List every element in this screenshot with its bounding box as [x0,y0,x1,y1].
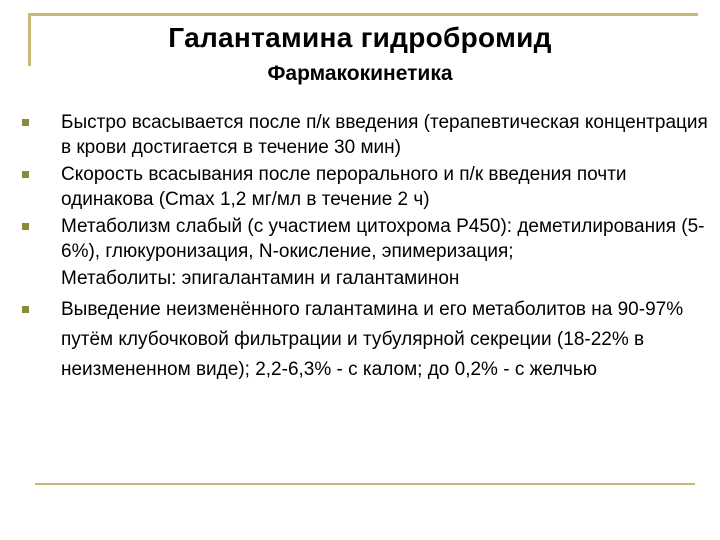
bottom-decorative-rule [35,483,695,485]
square-bullet-icon [22,223,29,230]
bullet-continuation: Метаболиты: эпигалантамин и галантаминон [61,268,460,289]
bullet-item-metabolism [20,214,715,291]
square-bullet-icon [22,119,29,126]
bullet-text: Выведение неизменённого галантамина и его метаболитов на 90-97% путём клубочковой фильтрации и тубулярной секреции (18-22% в неизмененном виде); 2,2-6,3% - с калом; до 0,2% - с желчью [61,299,684,380]
bullet-list [20,110,715,385]
bullet-item-absorption [20,110,715,160]
bullet-text: Быстро всасывается после п/к введения (терапевтическая концентрация в крови достигается в течение 30 мин) [61,112,708,158]
slide-title: Галантамина гидробромид [168,22,552,53]
bullet-item-excretion [20,295,715,385]
square-bullet-icon [22,171,29,178]
square-bullet-icon [22,306,29,313]
bullet-item-absorption-rate [20,162,715,212]
bullet-text: Метаболизм слабый (с участием цитохрома P450): деметилирования (5-6%), глюкуронизация, N-окисление, эпимеризация; [61,216,705,262]
bullet-text: Скорость всасывания после перорального и п/к введения почти одинакова (Cmax 1,2 мг/мл в течение 2 ч) [61,164,627,210]
slide-subtitle: Фармакокинетика [267,62,453,85]
top-decorative-rule [28,13,698,16]
